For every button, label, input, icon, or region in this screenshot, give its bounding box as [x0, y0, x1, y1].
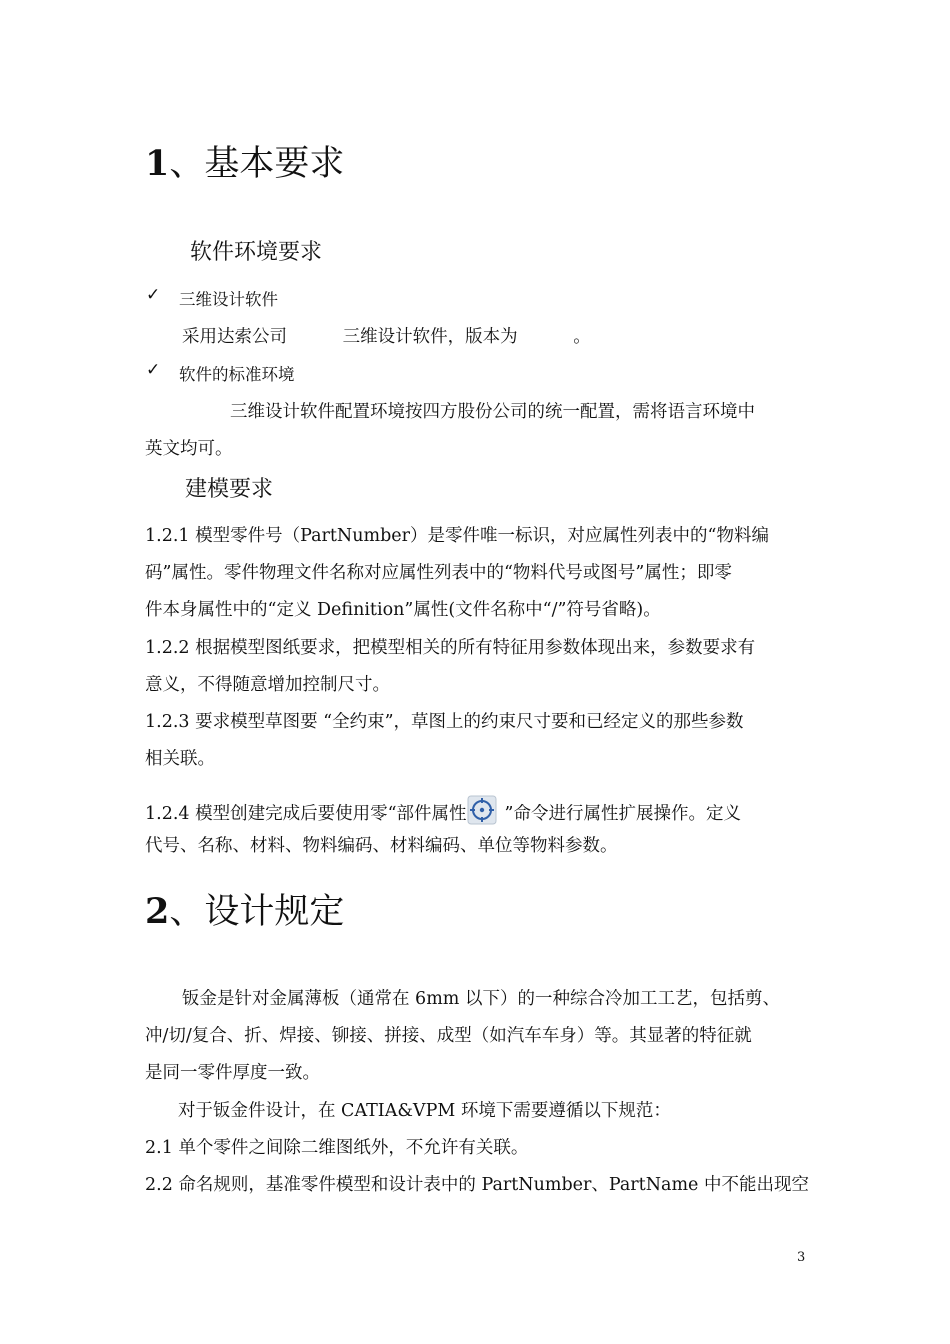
section1-title: 基本要求 — [204, 144, 345, 184]
section1-sep: 、 — [169, 144, 205, 184]
bullet-text-standard-env-line2: 英文均可。 — [145, 439, 233, 459]
bullet-label-3d-software: 三维设计软件 — [179, 290, 278, 309]
rule-2-1: 2.1 单个零件之间除二维图纸外，不允许有关联。 — [145, 1138, 529, 1158]
item-1-2-3-line2: 相关联。 — [145, 749, 215, 769]
section2-heading — [145, 884, 344, 934]
part-properties-icon — [467, 795, 497, 825]
item-1-2-4-line1-a: 1.2.4 模型创建完成后要使用零“部件属性 — [145, 804, 467, 824]
item-1-2-1-line3: 件本身属性中的“定义 Definition”属性(文件名称中“/”符号省略)。 — [145, 600, 661, 620]
subheading-software-env: 软件环境要求 — [190, 240, 323, 265]
section2-sep: 、 — [169, 892, 205, 932]
section2-title: 设计规定 — [204, 892, 345, 932]
bullet-text-3d-software: 采用达索公司 三维设计软件，版本为 。 — [182, 327, 591, 347]
check-icon: ✓ — [146, 285, 161, 305]
page-number: 3 — [797, 1250, 806, 1265]
item-1-2-1-line1: 1.2.1 模型零件号（PartNumber）是零件唯一标识，对应属性列表中的“物料编 — [145, 526, 769, 546]
item-1-2-2-line1: 1.2.2 根据模型图纸要求，把模型相关的所有特征用参数体现出来，参数要求有 — [145, 638, 756, 658]
section2-para1-line3: 是同一零件厚度一致。 — [145, 1063, 320, 1083]
item-1-2-4-line1-b: ”命令进行属性扩展操作。定义 — [504, 804, 741, 824]
bullet-text-standard-env-line1: 三维设计软件配置环境按四方股份公司的统一配置，需将语言环境中 — [230, 402, 755, 422]
section2-para1-line2: 冲/切/复合、折、焊接、铆接、拼接、成型（如汽车车身）等。其显著的特征就 — [145, 1026, 752, 1046]
check-icon: ✓ — [146, 360, 161, 380]
section2-para1-line1: 钣金是针对金属薄板（通常在 6mm 以下）的一种综合冷加工工艺，包括剪、 — [182, 989, 780, 1009]
rule-2-2: 2.2 命名规则，基准零件模型和设计表中的 PartNumber、PartName 中不能出现空 — [145, 1175, 809, 1195]
item-1-2-4-line1 — [145, 795, 741, 825]
item-1-2-4-line2: 代号、名称、材料、物料编码、材料编码、单位等物料参数。 — [145, 836, 618, 856]
section2-number: 2 — [145, 891, 170, 932]
item-1-2-3-line1: 1.2.3 要求模型草图要 “全约束”，草图上的约束尺寸要和已经定义的那些参数 — [145, 712, 744, 732]
section2-para2: 对于钣金件设计，在 CATIA&VPM 环境下需要遵循以下规范： — [178, 1101, 671, 1121]
item-1-2-1-line2: 码”属性。零件物理文件名称对应属性列表中的“物料代号或图号”属性；即零 — [145, 563, 732, 583]
section1-number: 1 — [145, 143, 170, 184]
section1-heading — [145, 136, 344, 186]
item-1-2-2-line2: 意义，不得随意增加控制尺寸。 — [145, 675, 390, 695]
bullet-label-standard-env: 软件的标准环境 — [179, 365, 295, 384]
subheading-modeling: 建模要求 — [185, 477, 274, 502]
